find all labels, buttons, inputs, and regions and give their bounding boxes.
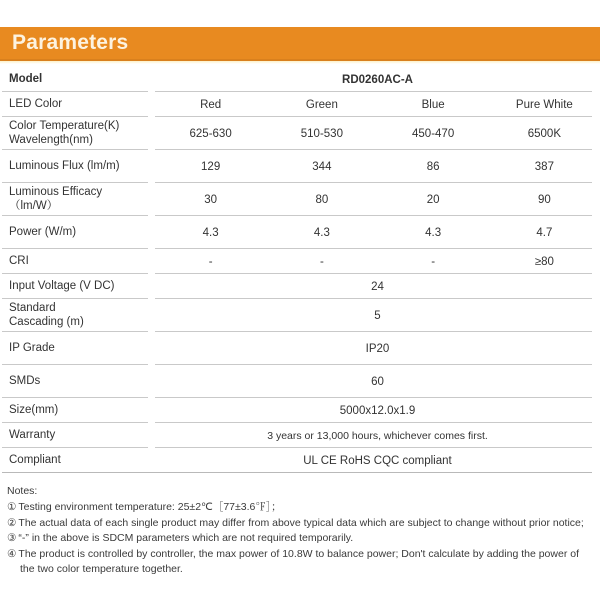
row-value: 510-530 xyxy=(300,127,343,140)
row-value: 4.7 xyxy=(536,226,553,239)
row-values xyxy=(148,299,600,332)
row-values xyxy=(148,68,600,92)
row-values xyxy=(148,92,600,117)
row-value: 5 xyxy=(374,309,381,322)
table-row xyxy=(0,423,600,448)
note-item xyxy=(7,516,595,532)
row-label-line2: Wavelength(nm) xyxy=(9,133,93,146)
banner-glow xyxy=(0,61,600,64)
note-text: The product is controlled by controller, the max power of 10.8W to balance power; Don't calculate by adding the power of xyxy=(18,547,579,560)
row-value: 387 xyxy=(534,160,554,173)
table-row xyxy=(0,183,600,216)
row-values xyxy=(148,448,600,473)
row-value: 20 xyxy=(426,193,440,206)
row-value: 450-470 xyxy=(412,127,455,140)
row-label: Input Voltage (V DC) xyxy=(9,279,115,292)
row-label: Model xyxy=(9,73,43,86)
parameters-table xyxy=(0,68,600,473)
row-value: 80 xyxy=(315,193,329,206)
row-label: IP Grade xyxy=(9,341,55,354)
row-label: LED Color xyxy=(9,97,63,110)
row-value: - xyxy=(208,255,213,268)
note-number: ① xyxy=(7,501,17,513)
table-row xyxy=(0,448,600,473)
row-value: 6500K xyxy=(527,127,561,140)
note-item xyxy=(7,500,595,516)
row-value: 90 xyxy=(537,193,551,206)
note-text: “-” in the above is SDCM parameters which are not required temporarily. xyxy=(18,532,354,544)
row-label: Luminous Efficacy （lm/W） xyxy=(9,186,103,212)
row-value: Pure White xyxy=(515,98,573,111)
row-label: Power (W/m) xyxy=(9,225,77,238)
row-values xyxy=(148,216,600,249)
table-row xyxy=(0,274,600,299)
row-value: ≥80 xyxy=(534,255,554,268)
row-label-line1: Color Temperature(K) xyxy=(9,120,120,132)
notes-title: Notes: xyxy=(7,485,38,497)
row-value: 30 xyxy=(204,193,218,206)
note-item xyxy=(7,547,595,563)
row-value: Blue xyxy=(421,98,445,111)
row-values xyxy=(148,423,600,448)
table-row xyxy=(0,150,600,183)
row-values xyxy=(148,117,600,150)
row-value: 4.3 xyxy=(425,226,442,239)
row-label xyxy=(0,120,148,147)
row-value: 4.3 xyxy=(313,226,330,239)
row-label-line1: Standard xyxy=(9,302,56,314)
row-values xyxy=(148,274,600,299)
row-value: 24 xyxy=(371,280,384,293)
table-row xyxy=(0,332,600,365)
row-label-line2: Cascading (m) xyxy=(9,315,84,328)
table-bottom-divider xyxy=(2,472,592,473)
table-row xyxy=(0,216,600,249)
row-value: 625-630 xyxy=(189,127,232,140)
row-label: Compliant xyxy=(9,453,61,466)
note-number: ② xyxy=(7,516,17,529)
row-label: CRI xyxy=(9,254,29,267)
note-text: The actual data of each single product may differ from above typical data which are subject to change without prior notice; xyxy=(18,516,584,529)
row-label: SMDs xyxy=(9,374,41,387)
row-values xyxy=(148,332,600,365)
note-number: ④ xyxy=(7,547,17,560)
row-value: 4.3 xyxy=(202,226,219,239)
row-label: Luminous Flux (lm/m) xyxy=(9,159,120,172)
row-label: Size(mm) xyxy=(9,403,59,416)
row-value: 3 years or 13,000 hours, whichever comes first. xyxy=(267,429,488,442)
note-item xyxy=(7,531,595,547)
table-row xyxy=(0,249,600,274)
page-title: Parameters xyxy=(12,31,129,54)
row-value: RD0260AC-A xyxy=(342,74,413,86)
table-row xyxy=(0,92,600,117)
row-values xyxy=(148,150,600,183)
row-values xyxy=(148,183,600,216)
note-text: Testing environment temperature: 25±2℃［77±3.6℉］； xyxy=(18,501,282,513)
row-value: Red xyxy=(200,98,222,111)
row-label xyxy=(0,302,148,329)
table-row xyxy=(0,398,600,423)
table-row xyxy=(0,68,600,92)
row-value: 344 xyxy=(312,160,332,173)
row-value: 86 xyxy=(426,160,440,173)
row-label: Warranty xyxy=(9,428,56,441)
row-value: 60 xyxy=(371,375,384,388)
row-value: 5000x12.0x1.9 xyxy=(339,404,416,417)
row-values xyxy=(148,249,600,274)
row-value: 129 xyxy=(201,160,221,173)
row-value: Green xyxy=(305,98,338,111)
notes-section xyxy=(7,484,595,578)
note-number: ③ xyxy=(7,532,17,544)
row-value: UL CE RoHS CQC compliant xyxy=(303,454,452,467)
row-values xyxy=(148,398,600,423)
note-text-continuation: the two color temperature together. xyxy=(20,563,183,575)
table-row xyxy=(0,117,600,150)
row-value: - xyxy=(431,255,436,268)
table-row xyxy=(0,299,600,332)
table-row xyxy=(0,365,600,398)
row-value: - xyxy=(319,255,324,268)
row-values xyxy=(148,365,600,398)
row-value: IP20 xyxy=(365,342,390,355)
